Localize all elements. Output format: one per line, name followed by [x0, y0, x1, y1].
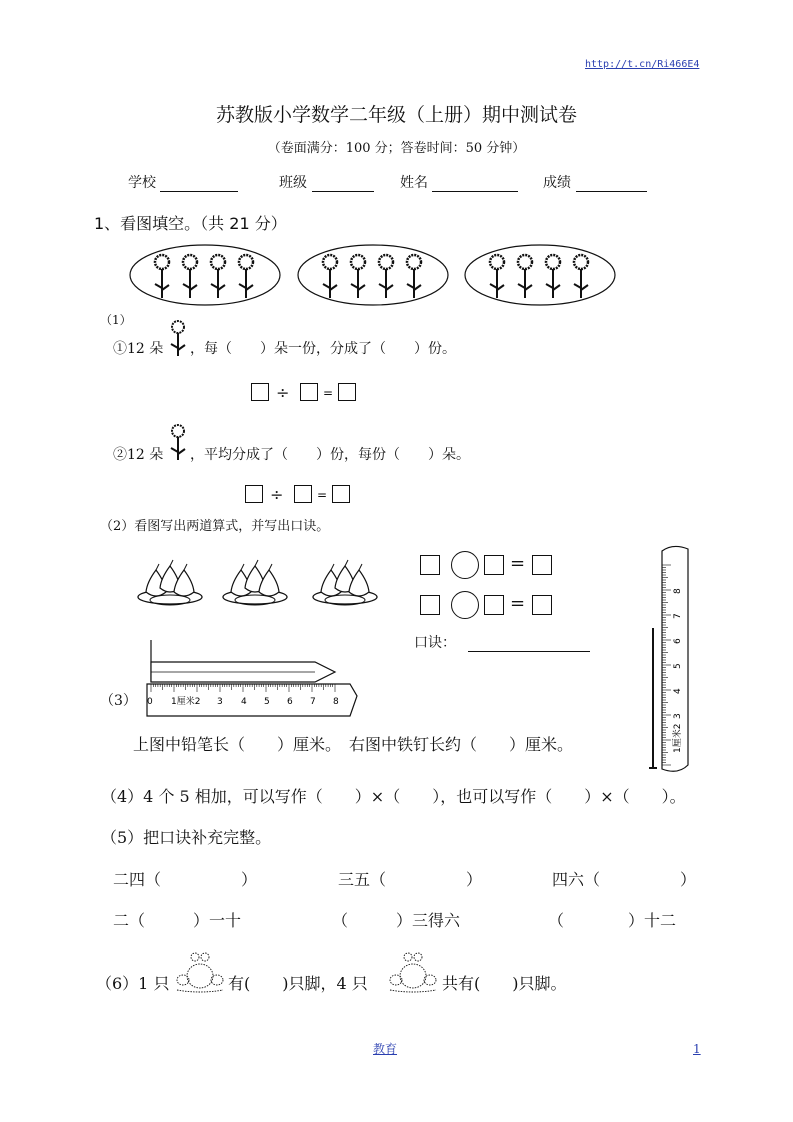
answer-box[interactable] — [420, 555, 440, 575]
vertical-ruler-nail-image — [648, 543, 693, 778]
vertical-ruler-tick-label: 6 — [673, 638, 683, 644]
pear-plate — [313, 560, 377, 605]
vertical-ruler-label: 1厘米2 — [673, 723, 683, 753]
field-name-label: 姓名 — [400, 175, 428, 191]
pear-icon — [259, 570, 279, 596]
part1-label: （1） — [100, 313, 132, 327]
header-link[interactable]: http://t.cn/Ri466E4 — [585, 59, 700, 70]
equals-sign: = — [323, 386, 334, 400]
pear-icon — [349, 570, 369, 596]
ruler-label: 8 — [333, 697, 339, 707]
koujue-item: 二（ ）一十 — [113, 911, 242, 930]
koujue-blank[interactable] — [468, 651, 590, 652]
koujue-item: 四六（ ） — [552, 870, 697, 889]
vertical-ruler-tick-label: 4 — [673, 688, 683, 694]
part3-label: （3） — [100, 693, 137, 709]
koujue-item: （ ）三得六 — [332, 911, 461, 930]
equals-sign: = — [510, 593, 526, 614]
ruler-label: 6 — [287, 697, 293, 707]
equals-sign: = — [317, 488, 328, 502]
part6-text-a: （6）1 只 — [96, 974, 170, 993]
koujue-item: 二四（ ） — [113, 870, 258, 889]
field-class-label: 班级 — [279, 175, 307, 191]
pear-icon — [174, 570, 194, 596]
p1a-text: ，每（ ）朵一份，分成了（ ）份。 — [190, 341, 456, 357]
part3-text: 上图中铅笔长（ ）厘米。 右图中铁钉长约（ ）厘米。 — [133, 735, 574, 754]
answer-box[interactable] — [484, 555, 504, 575]
page-number: 1 — [693, 1042, 701, 1056]
field-score-label: 成绩 — [543, 175, 571, 191]
pear-plate — [223, 560, 287, 605]
divide-sign: ÷ — [270, 485, 284, 504]
part6-text-b: 有( )只脚，4 只 — [228, 974, 368, 993]
part4-text: （4）4 个 5 相加，可以写作（ ）×（ ），也可以写作（ ）×（ ）。 — [101, 787, 686, 806]
divide-sign: ÷ — [276, 383, 290, 402]
vertical-ruler-tick-label: 3 — [673, 713, 683, 719]
part6-text-c: 共有( )只脚。 — [442, 974, 567, 993]
vertical-ruler-tick-label: 5 — [673, 663, 683, 669]
koujue-label: 口诀： — [414, 635, 456, 651]
ruler-label: 3 — [217, 697, 223, 707]
ruler-label: 5 — [264, 697, 270, 707]
frog-icon — [388, 950, 438, 992]
frog-icon — [175, 950, 225, 992]
answer-box[interactable] — [532, 595, 552, 615]
koujue-item: （ ）十二 — [548, 911, 677, 930]
koujue-item: 三五（ ） — [338, 870, 483, 889]
p1b-prefix: ②12 朵 — [113, 447, 164, 463]
equals-sign: = — [510, 553, 526, 574]
answer-box[interactable] — [484, 595, 504, 615]
answer-box[interactable] — [420, 595, 440, 615]
pencil-ruler-image — [145, 640, 365, 720]
page-title: 苏教版小学数学二年级（上册）期中测试卷 — [215, 104, 577, 126]
vertical-ruler-tick-label: 8 — [673, 588, 683, 594]
subtitle: （卷面满分：100 分；答卷时间：50 分钟） — [267, 141, 526, 156]
footer-link[interactable]: 教育 — [373, 1042, 398, 1056]
part5-text: （5）把口诀补充完整。 — [101, 828, 272, 847]
pear-plate — [138, 560, 202, 605]
ruler-label: 0 — [147, 697, 153, 707]
vertical-ruler-tick-label: 7 — [673, 613, 683, 619]
q1-heading: 1、看图填空。（共 21 分） — [94, 214, 287, 233]
field-school-label: 学校 — [128, 175, 156, 191]
part2-text: （2）看图写出两道算式，并写出口诀。 — [100, 519, 330, 534]
ruler-label: 1厘米2 — [171, 697, 201, 707]
operator-circle[interactable] — [451, 551, 479, 579]
ruler-label: 4 — [241, 697, 247, 707]
p1b-text: ，平均分成了（ ）份，每份（ ）朵。 — [190, 447, 470, 463]
answer-box[interactable] — [532, 555, 552, 575]
operator-circle[interactable] — [451, 591, 479, 619]
ruler-label: 7 — [310, 697, 316, 707]
p1a-prefix: ①12 朵 — [113, 341, 164, 357]
